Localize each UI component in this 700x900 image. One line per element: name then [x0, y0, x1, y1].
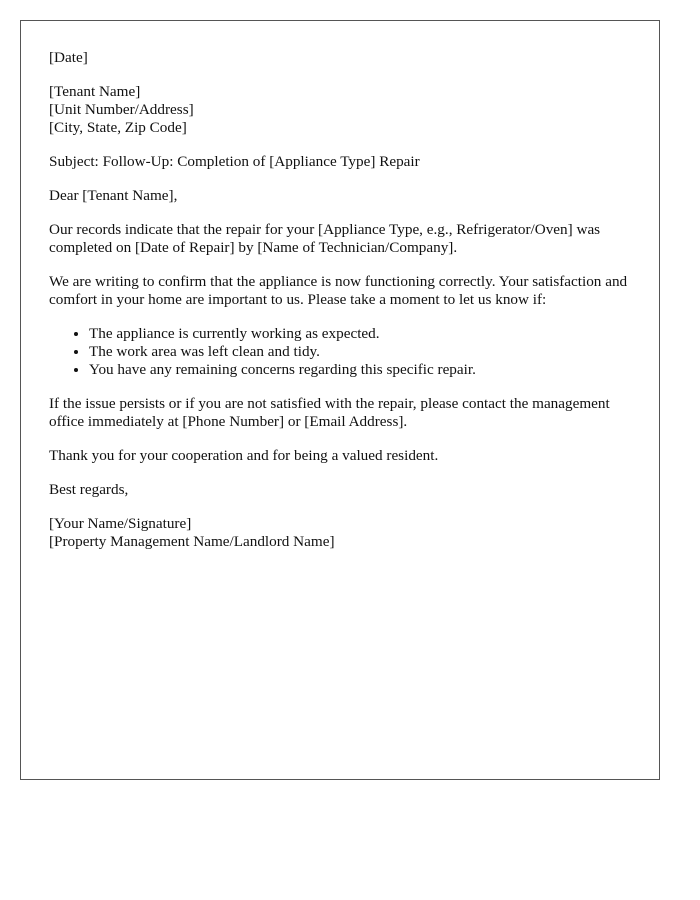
- checklist-item: • You have any remaining concerns regarding this specific repair.: [89, 361, 639, 379]
- letter-date: [Date]: [49, 49, 88, 66]
- body-paragraph-confirm: We are writing to confirm that the appliance is now functioning correctly. Your satisfaction and comfort in your home are important to us. Please take a moment to let us know if:: [49, 273, 628, 308]
- letter-content: [49, 49, 639, 567]
- letter-subject: Subject: Follow-Up: Completion of [Appliance Type] Repair: [49, 153, 420, 170]
- checklist-item: • The work area was left clean and tidy.: [89, 343, 639, 361]
- thanks-paragraph: Thank you for your cooperation and for being a valued resident.: [49, 447, 439, 464]
- followup-paragraph: If the issue persists or if you are not satisfied with the repair, please contact the management office immediately at [Phone Number] or [Email Address].: [49, 395, 610, 430]
- signature-name: [Your Name/Signature]: [49, 515, 192, 532]
- body-paragraph-repair: Our records indicate that the repair for your [Appliance Type, e.g., Refrigerator/Oven] was completed on [Date of Repair] by [Name of Technician/Company].: [49, 221, 601, 256]
- checklist-item: • The appliance is currently working as expected.: [89, 325, 639, 343]
- checklist: [49, 325, 639, 379]
- letter-page: [20, 20, 660, 780]
- closing: Best regards,: [49, 481, 129, 498]
- letter-salutation: Dear [Tenant Name],: [49, 187, 178, 204]
- signature-block: [49, 515, 639, 551]
- recipient-address: [Unit Number/Address]: [49, 101, 194, 118]
- recipient-city: [City, State, Zip Code]: [49, 119, 187, 136]
- recipient-name: [Tenant Name]: [49, 83, 141, 100]
- signature-organization: [Property Management Name/Landlord Name]: [49, 533, 335, 550]
- recipient-block: [49, 83, 639, 137]
